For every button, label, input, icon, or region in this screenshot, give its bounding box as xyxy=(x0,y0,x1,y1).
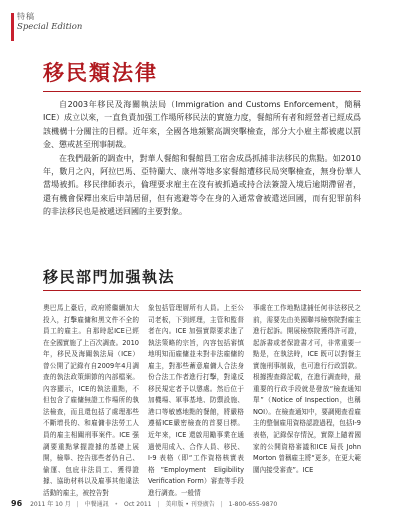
footer-month: Oct xyxy=(123,501,135,508)
footer-year: 2011 xyxy=(136,501,152,508)
intro-paragraph-1: 自2003年移民及海關執法局（Immigration and Customs Enforcement，簡稱ICE）成立以來，一直負責加强工作場所移民法的實施力度，餐館所有者和經營者已經成爲該機構十分關注的目標。近年來，全國各地頻繁高調突擊檢查，部分大小雇主都被處以罰金、懲戒甚至刑事制裁。 xyxy=(43,100,361,150)
article-title: 移民類法律 xyxy=(43,61,158,85)
footer-magazine: 中餐通訊 xyxy=(84,501,109,508)
section-label xyxy=(17,13,82,32)
section-subtitle: 移民部門加强執法 xyxy=(43,268,176,286)
intro-paragraph-2: 在我們最新的調查中，對華人餐館和餐館員工宿舍成爲抓捕非法移民的焦點。如2010年，數月之內，阿拉巴馬、亞特蘭大、康州等地多家餐館遭移民局突擊檢查，無身份華人當場被抓。移民律師表示，倫理要求雇主在沒有被抓過或持合法簽證入境后逾期滯留者，還有機會保釋出來后申請居留，但有逃避等令在身的入通常會被遣送回國，而有犯罪前科的非法移民也是被遞送回國的主要對象。 xyxy=(43,153,361,217)
page-number: 96 xyxy=(11,499,23,508)
footer-phone: 1-800-655-9870 xyxy=(228,501,278,508)
page-footer: 96 2011 年 10 月 | 中餐通訊 • Oct 2011 | 美印版 • 刊登廣告 | 1-800-655-9870 xyxy=(11,499,278,508)
body-column-2: 象包括管理層所有人員。上至公司老板，下到經理，主管和監督者在內。ICE 加强實際要求進了執法策略的宗旨，內容包括審慎地明知而雇傭並未對非法雇傭的雇主，對那些蓄意雇傭人合法身份合法工作者進行打擊，對違反移民規定者予以懲處。然后位于加機場、軍事基地、防禦設施、港口等敏感地點的餐館，將嚴格遵循ICE嚴密檢查的首要目標。近年來，ICE 還啟用勵事業在通過使用成入、合作人員、移民、I-9 表格（即“工作資格核實表格”Employment Eligibility Verification Form）審查等手段進行調查。一般情 xyxy=(148,304,244,497)
intro-text xyxy=(43,98,361,219)
body-column-1: 奧巴馬上臺后，政府將繼續加大投入，打擊雇傭和黑文件不全的員工的雇主。自那時起ICE已經在全國實施了上百次調查。2010年，移民及海關執法局（ICE）曾公開了記錄有自2009年4月調查的執法政策細節的內部檔案。內容顯示，ICE的執法重點，不但包含了雇傭無證工作場所的執法檢查，而且還包括了處理那些不斷增長的、和雇傭非法勞工人員的雇主相關刑事案件。ICE 强調要重點掌握證據的基礎上展開，檢舉、控告那些者仍自己、偷運、包庇非法員工、獲得證據、協助材料以及雇事其他違法活動的雇主，被控告對 xyxy=(43,304,139,497)
section-label-en: Special Edition xyxy=(17,22,83,32)
footer-edition: 美印版 • 刊登廣告 xyxy=(165,501,215,508)
section-label-zh: 特稿 xyxy=(17,12,35,21)
section-rail-accent xyxy=(11,13,14,41)
title-divider xyxy=(43,91,361,92)
footer-date: 2011 年 10 月 xyxy=(30,501,71,508)
body-column-3: 事處在工作地點逮捕任何非法移民之前，需要先由美國聯邦檢察院對雇主進行起訴。開展檢察院獲得許可證，起訴書或者保證書才可，非常重要一點是，在執法時，ICE 既可以對餐主實施刑事制裁，也可進行行政罰款。根據搜查錄記載，在進行調查時，最重要的行政手段就是發放“檢查通知單”（Notice of Inspection，也稱NOI）。在檢查通知中，要調閱查看雇主的整個雇用資格認證過程，包括I-9 表格，記錄保存情況，實際上隨着國家的公開資格審議和ICE 局長 John Morton 曾稱雇主將“更多，在更大範圍內接受審查”。ICE xyxy=(253,304,361,474)
subtitle-divider xyxy=(43,290,361,291)
